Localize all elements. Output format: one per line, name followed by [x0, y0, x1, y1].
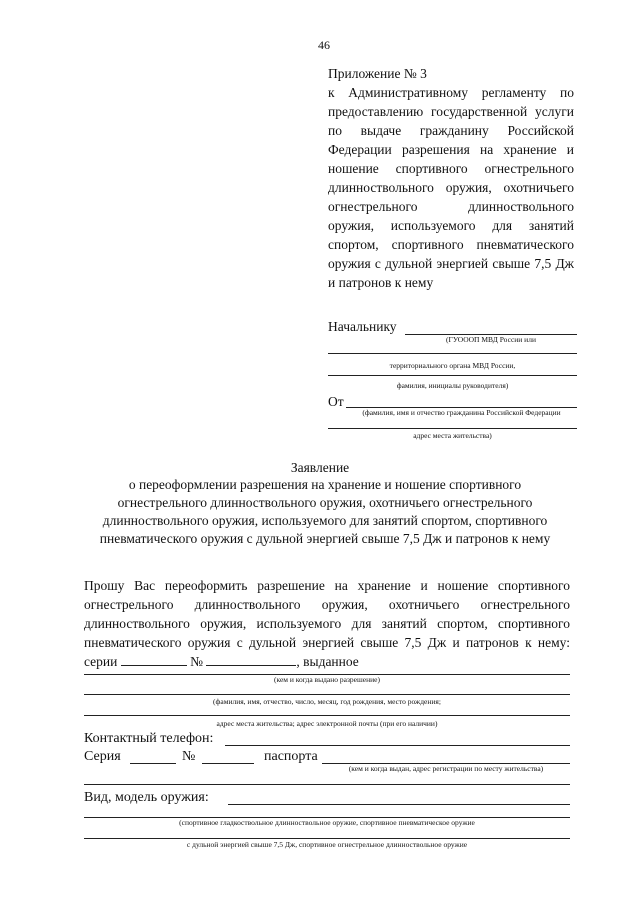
passport-caption: (кем и когда выдан, адрес регистрации по месту жительства) [348, 764, 544, 773]
issued-label: , выданное [296, 654, 359, 669]
address-caption: адрес места жительства; адрес электронной почты (при его наличии) [216, 719, 438, 728]
passport-number-field[interactable] [202, 763, 254, 764]
weapon-field[interactable] [228, 804, 570, 805]
request-paragraph [84, 576, 570, 671]
phone-field[interactable] [225, 745, 570, 746]
from-label: От [328, 394, 344, 409]
weapon-caption-1: (спортивное гладкоствольное длинноствольное оружие, спортивное пневматическое оружие [179, 818, 475, 827]
series-label: серии [84, 654, 118, 669]
to-caption-3: фамилия, инициалы руководителя) [396, 381, 509, 390]
weapon-field-3[interactable] [84, 838, 570, 839]
request-text: Прошу Вас переоформить разрешение на хранение и ношение спортивного огнестрельного длинноствольного оружия, охотничьего огнестрельного длинноствольного оружия, используемого для занятий спортом, спортивного пневматического оружия с дульной энергией свыше 7,5 Дж и патронов к нему: [84, 578, 570, 650]
issued-by-caption: (кем и когда выдано разрешение) [274, 675, 380, 684]
statement-subject: о переоформлении разрешения на хранение и ношение спортивного огнестрельного длинноствольного оружия, охотничьего огнестрельного длинноствольного оружия, используемого для занятий спортом, спортивного пневматического оружия с дульной энергией свыше 7,5 Дж и патронов к нему [99, 477, 551, 546]
permit-number-field[interactable] [206, 653, 296, 666]
passport-label: паспорта [264, 749, 318, 764]
page-number: 46 [318, 38, 330, 52]
from-caption-1: (фамилия, имя и отчество гражданина Российской Федерации [362, 408, 561, 417]
number-label: № [190, 654, 203, 669]
passport-series-label: Серия [84, 749, 121, 764]
from-caption-2: адрес места жительства) [413, 431, 492, 440]
personal-caption: (фамилия, имя, отчество, число, месяц, год рождения, место рождения; [213, 697, 441, 706]
from-field-2[interactable] [328, 428, 577, 429]
to-field-2[interactable] [328, 353, 577, 354]
passport-series-field[interactable] [130, 763, 176, 764]
to-caption-2: территориального органа МВД России, [389, 361, 516, 370]
phone-label: Контактный телефон: [84, 731, 214, 746]
appendix-block [328, 64, 574, 292]
permit-series-field[interactable] [121, 653, 187, 666]
personal-field[interactable] [84, 694, 570, 695]
to-label: Начальнику [328, 319, 397, 334]
to-field-3[interactable] [328, 375, 577, 376]
weapon-label: Вид, модель оружия: [84, 790, 209, 805]
address-field[interactable] [84, 715, 570, 716]
appendix-text: к Административному регламенту по предоставлению государственной услуги по выдаче гражданину Российской Федерации разрешения на хранение и ношение спортивного огнестрельного длинноствольного оружия, охотничьего огнестрельного длинноствольного оружия, используемого для занятий спортом, спортивного пневматического оружия с дульной энергией свыше 7,5 Дж и патронов к нему [328, 85, 574, 290]
weapon-caption-2: с дульной энергией свыше 7,5 Дж, спортивное огнестрельное длинноствольное оружие [186, 840, 468, 849]
appendix-title: Приложение № 3 [328, 66, 427, 81]
to-caption-1: (ГУОООП МВД России или [446, 335, 536, 344]
statement-heading: Заявление [290, 460, 350, 475]
passport-field-2[interactable] [84, 784, 570, 785]
passport-number-label: № [182, 749, 196, 764]
